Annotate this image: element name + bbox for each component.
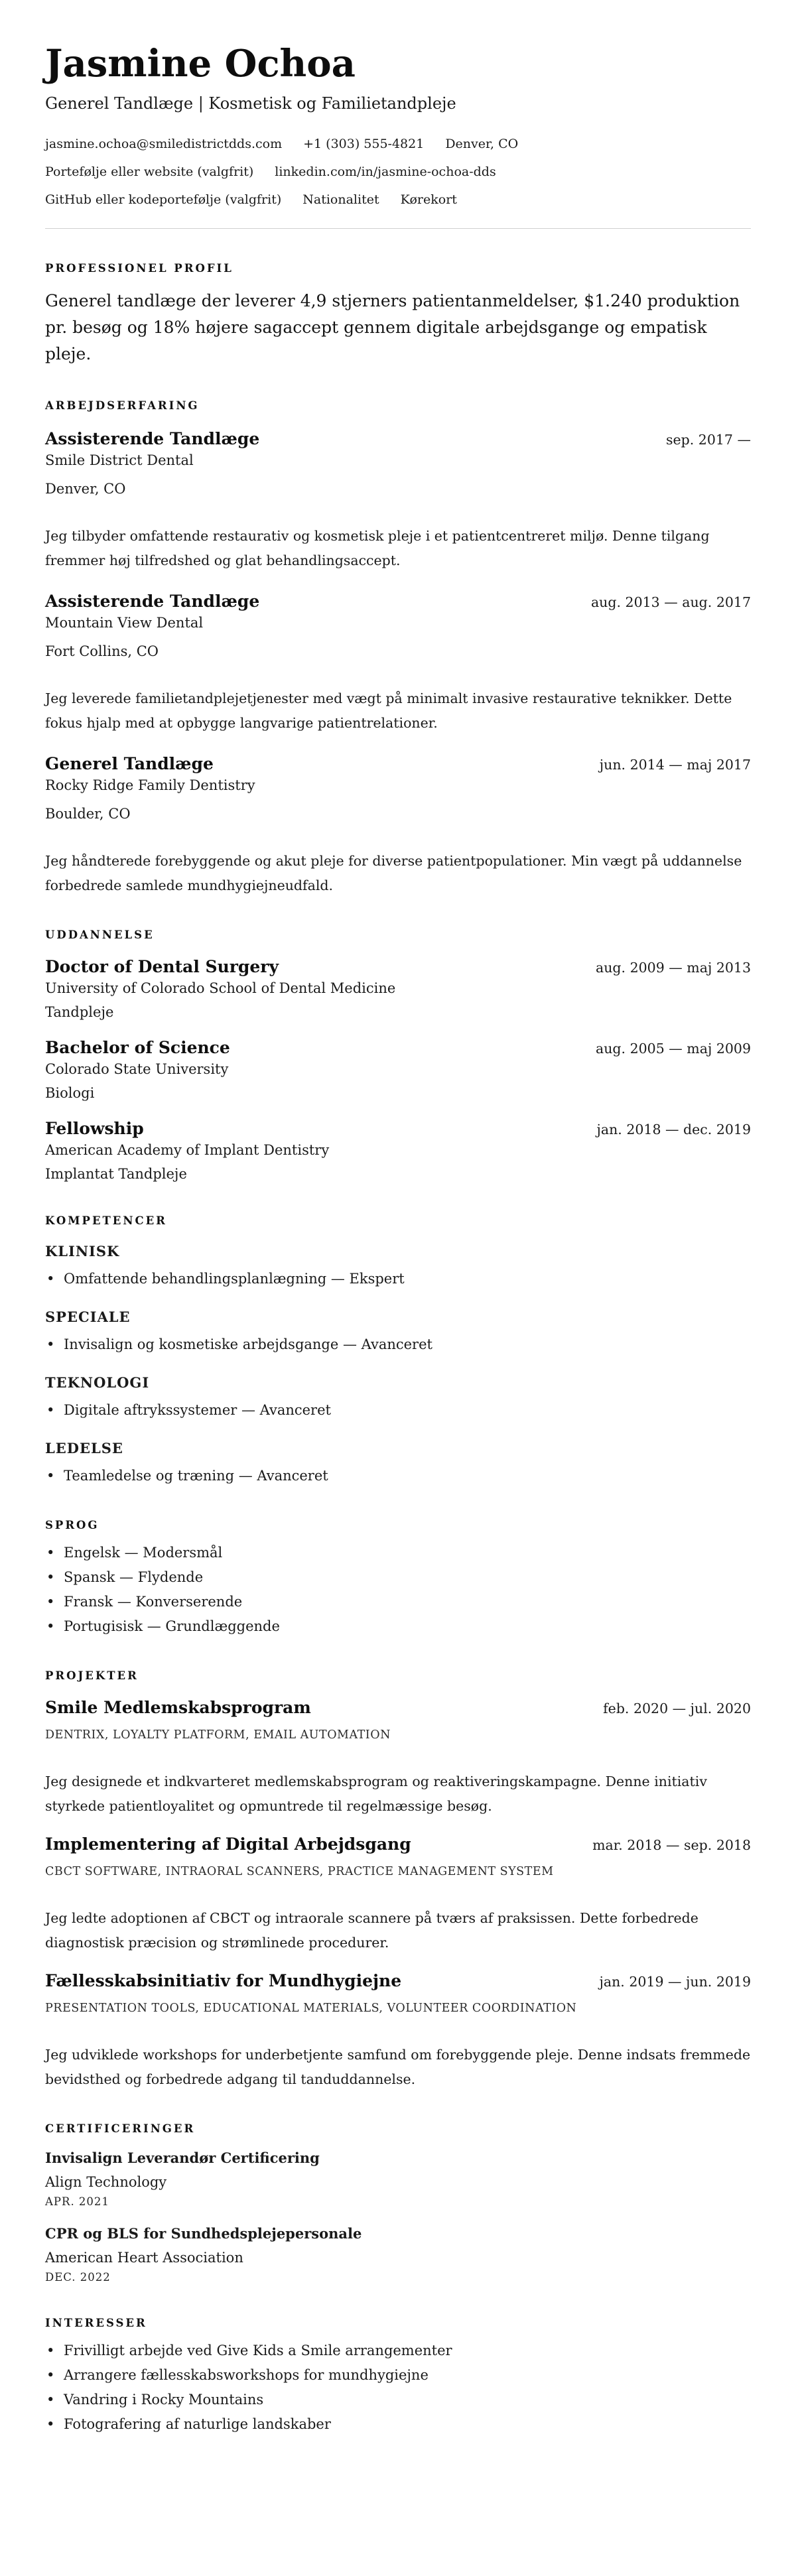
project-entry (45, 1833, 751, 1955)
phone-number[interactable]: +1 (303) 555-4821 (303, 137, 425, 151)
skill-item: • Digitale aftrykssystemer — Avanceret (45, 1398, 751, 1423)
header-divider (45, 228, 751, 229)
job-description: Jeg håndterede forebyggende og akut pleje for diverse patientpopulationer. Min vægt på uddannelse forbedrede samlede mundhygiejneudfald. (45, 853, 742, 893)
project-dates: feb. 2020 — jul. 2020 (603, 1701, 751, 1716)
github-link[interactable]: GitHub eller kodeportefølje (valgfrit) (45, 192, 282, 207)
drivers-license-text: Kørekort (400, 192, 457, 207)
job-description: Jeg tilbyder omfattende restaurativ og kosmetisk pleje i et patientcentreret miljø. Denne tilgang fremmer høj tilfredshed og glat behandlingsaccept. (45, 528, 710, 568)
project-name: Implementering af Digital Arbejdsgang (45, 1835, 411, 1854)
interest-item: • Vandring i Rocky Mountains (45, 2388, 751, 2412)
project-description: Jeg udviklede workshops for underbetjente samfund om forebyggende pleje. Denne indsats fremmede bevidsthed og forbedrede adgang til tanduddannelse. (45, 2047, 751, 2087)
candidate-headline: Generel Tandlæge | Kosmetisk og Familietandpleje (45, 94, 456, 113)
job-description: Jeg leverede familietandplejetjenester med vægt på minimalt invasive restaurative teknikker. Dette fokus hjalp med at opbygge langvarige patientrelationer. (45, 690, 732, 731)
project-technologies: PRESENTATION TOOLS, EDUCATIONAL MATERIALS, VOLUNTEER COORDINATION (45, 2002, 577, 2015)
contact-row-links (45, 163, 751, 180)
skill-list (45, 1267, 751, 1291)
interest-item: • Arrangere fællesskabsworkshops for mundhygiejne (45, 2363, 751, 2388)
interest-item: • Frivilligt arbejde ved Give Kids a Smile arrangementer (45, 2339, 751, 2363)
job-location: Boulder, CO (45, 806, 131, 822)
certification-date: DEC. 2022 (45, 2271, 111, 2284)
language-item: • Spansk — Flydende (45, 1565, 751, 1590)
education-entry (45, 956, 751, 1022)
degree-title: Bachelor of Science (45, 1038, 230, 1057)
degree-title: Doctor of Dental Surgery (45, 957, 279, 976)
job-location: Fort Collins, CO (45, 643, 159, 659)
project-technologies: CBCT SOFTWARE, INTRAORAL SCANNERS, PRACTICE MANAGEMENT SYSTEM (45, 1865, 554, 1878)
field-of-study: Implantat Tandpleje (45, 1166, 187, 1182)
project-entry (45, 1697, 751, 1819)
field-of-study: Biologi (45, 1085, 95, 1101)
language-list (45, 1541, 751, 1639)
education-entry (45, 1118, 751, 1184)
job-title: Generel Tandlæge (45, 754, 214, 773)
job-dates: sep. 2017 — (666, 432, 751, 448)
portfolio-link[interactable]: Portefølje eller website (valgfrit) (45, 164, 254, 179)
contact-row-primary (45, 135, 751, 153)
section-title-certifications: CERTIFICERINGER (45, 2122, 196, 2135)
skill-list (45, 1464, 751, 1488)
certification-name: Invisalign Leverandør Certificering (45, 2150, 320, 2166)
section-title-interests: INTERESSER (45, 2317, 147, 2329)
project-name: Fællesskabsinitiativ for Mundhygiejne (45, 1971, 402, 1990)
skill-category: TEKNOLOGI (45, 1374, 150, 1391)
job-company: Mountain View Dental (45, 615, 204, 631)
skill-category: LEDELSE (45, 1440, 123, 1456)
project-technologies: DENTRIX, LOYALTY PLATFORM, EMAIL AUTOMATION (45, 1728, 391, 1742)
degree-dates: aug. 2005 — maj 2009 (596, 1041, 751, 1057)
email-link[interactable]: jasmine.ochoa@smiledistrictdds.com (45, 137, 283, 151)
project-description: Jeg designede et indkvarteret medlemskabsprogram og reaktiveringskampagne. Denne initiativ styrkede patientloyalitet og opmuntrede til regelmæssige besøg. (45, 1773, 707, 1814)
certification-entry (45, 2224, 751, 2286)
degree-dates: aug. 2009 — maj 2013 (596, 960, 751, 976)
section-title-education: UDDANNELSE (45, 929, 155, 941)
certification-name: CPR og BLS for Sundhedsplejepersonale (45, 2225, 362, 2242)
project-name: Smile Medlemskabsprogram (45, 1698, 311, 1717)
job-title: Assisterende Tandlæge (45, 429, 260, 448)
degree-title: Fellowship (45, 1119, 144, 1138)
candidate-name: Jasmine Ochoa (45, 42, 356, 86)
interest-list (45, 2339, 751, 2437)
section-title-profile: PROFESSIONEL PROFIL (45, 262, 233, 275)
experience-entry (45, 428, 751, 573)
contact-row-extra (45, 191, 751, 208)
linkedin-link[interactable]: linkedin.com/in/jasmine-ochoa-dds (275, 164, 496, 179)
job-dates: aug. 2013 — aug. 2017 (590, 594, 751, 610)
experience-entry (45, 753, 751, 898)
interest-item: • Fotografering af naturlige landskaber (45, 2412, 751, 2437)
education-entry (45, 1037, 751, 1103)
job-title: Assisterende Tandlæge (45, 592, 260, 611)
job-location: Denver, CO (45, 481, 126, 497)
job-company: Smile District Dental (45, 452, 194, 468)
section-title-skills: KOMPETENCER (45, 1214, 167, 1227)
school-name: Colorado State University (45, 1061, 229, 1077)
experience-entry (45, 590, 751, 736)
section-title-projects: PROJEKTER (45, 1669, 139, 1682)
certification-entry (45, 2148, 751, 2211)
skill-category: SPECIALE (45, 1309, 131, 1325)
certification-issuer: Align Technology (45, 2174, 167, 2190)
project-description: Jeg ledte adoptionen af CBCT og intraorale scannere på tværs af praksissen. Dette forbedrede diagnostisk præcision og strømlinede procedurer. (45, 1910, 698, 1951)
project-dates: jan. 2019 — jun. 2019 (599, 1974, 751, 1990)
job-dates: jun. 2014 — maj 2017 (599, 757, 751, 773)
school-name: University of Colorado School of Dental Medicine (45, 980, 396, 996)
language-item: • Engelsk — Modersmål (45, 1541, 751, 1565)
field-of-study: Tandpleje (45, 1004, 114, 1020)
project-dates: mar. 2018 — sep. 2018 (592, 1837, 751, 1853)
skill-list (45, 1398, 751, 1423)
certification-date: APR. 2021 (45, 2195, 109, 2208)
certification-issuer: American Heart Association (45, 2250, 243, 2266)
section-title-experience: ARBEJDSERFARING (45, 399, 200, 412)
school-name: American Academy of Implant Dentistry (45, 1142, 330, 1158)
skill-item: • Teamledelse og træning — Avanceret (45, 1464, 751, 1488)
section-title-languages: SPROG (45, 1519, 100, 1531)
profile-summary: Generel tandlæge der leverer 4,9 stjerners patientanmeldelser, $1.240 produktion pr. besøg og 18% højere sagaccept gennem digitale arbejdsgange og empatisk pleje. (45, 291, 740, 363)
skill-item: • Invisalign og kosmetiske arbejdsgange — Avanceret (45, 1332, 751, 1357)
job-company: Rocky Ridge Family Dentistry (45, 777, 255, 793)
degree-dates: jan. 2018 — dec. 2019 (596, 1122, 751, 1137)
language-item: • Portugisisk — Grundlæggende (45, 1614, 751, 1639)
language-item: • Fransk — Konverserende (45, 1590, 751, 1614)
skill-list (45, 1332, 751, 1357)
skill-category: KLINISK (45, 1243, 120, 1259)
nationality-text: Nationalitet (302, 192, 379, 207)
location-text: Denver, CO (445, 137, 519, 151)
skill-item: • Omfattende behandlingsplanlægning — Ekspert (45, 1267, 751, 1291)
project-entry (45, 1970, 751, 2092)
